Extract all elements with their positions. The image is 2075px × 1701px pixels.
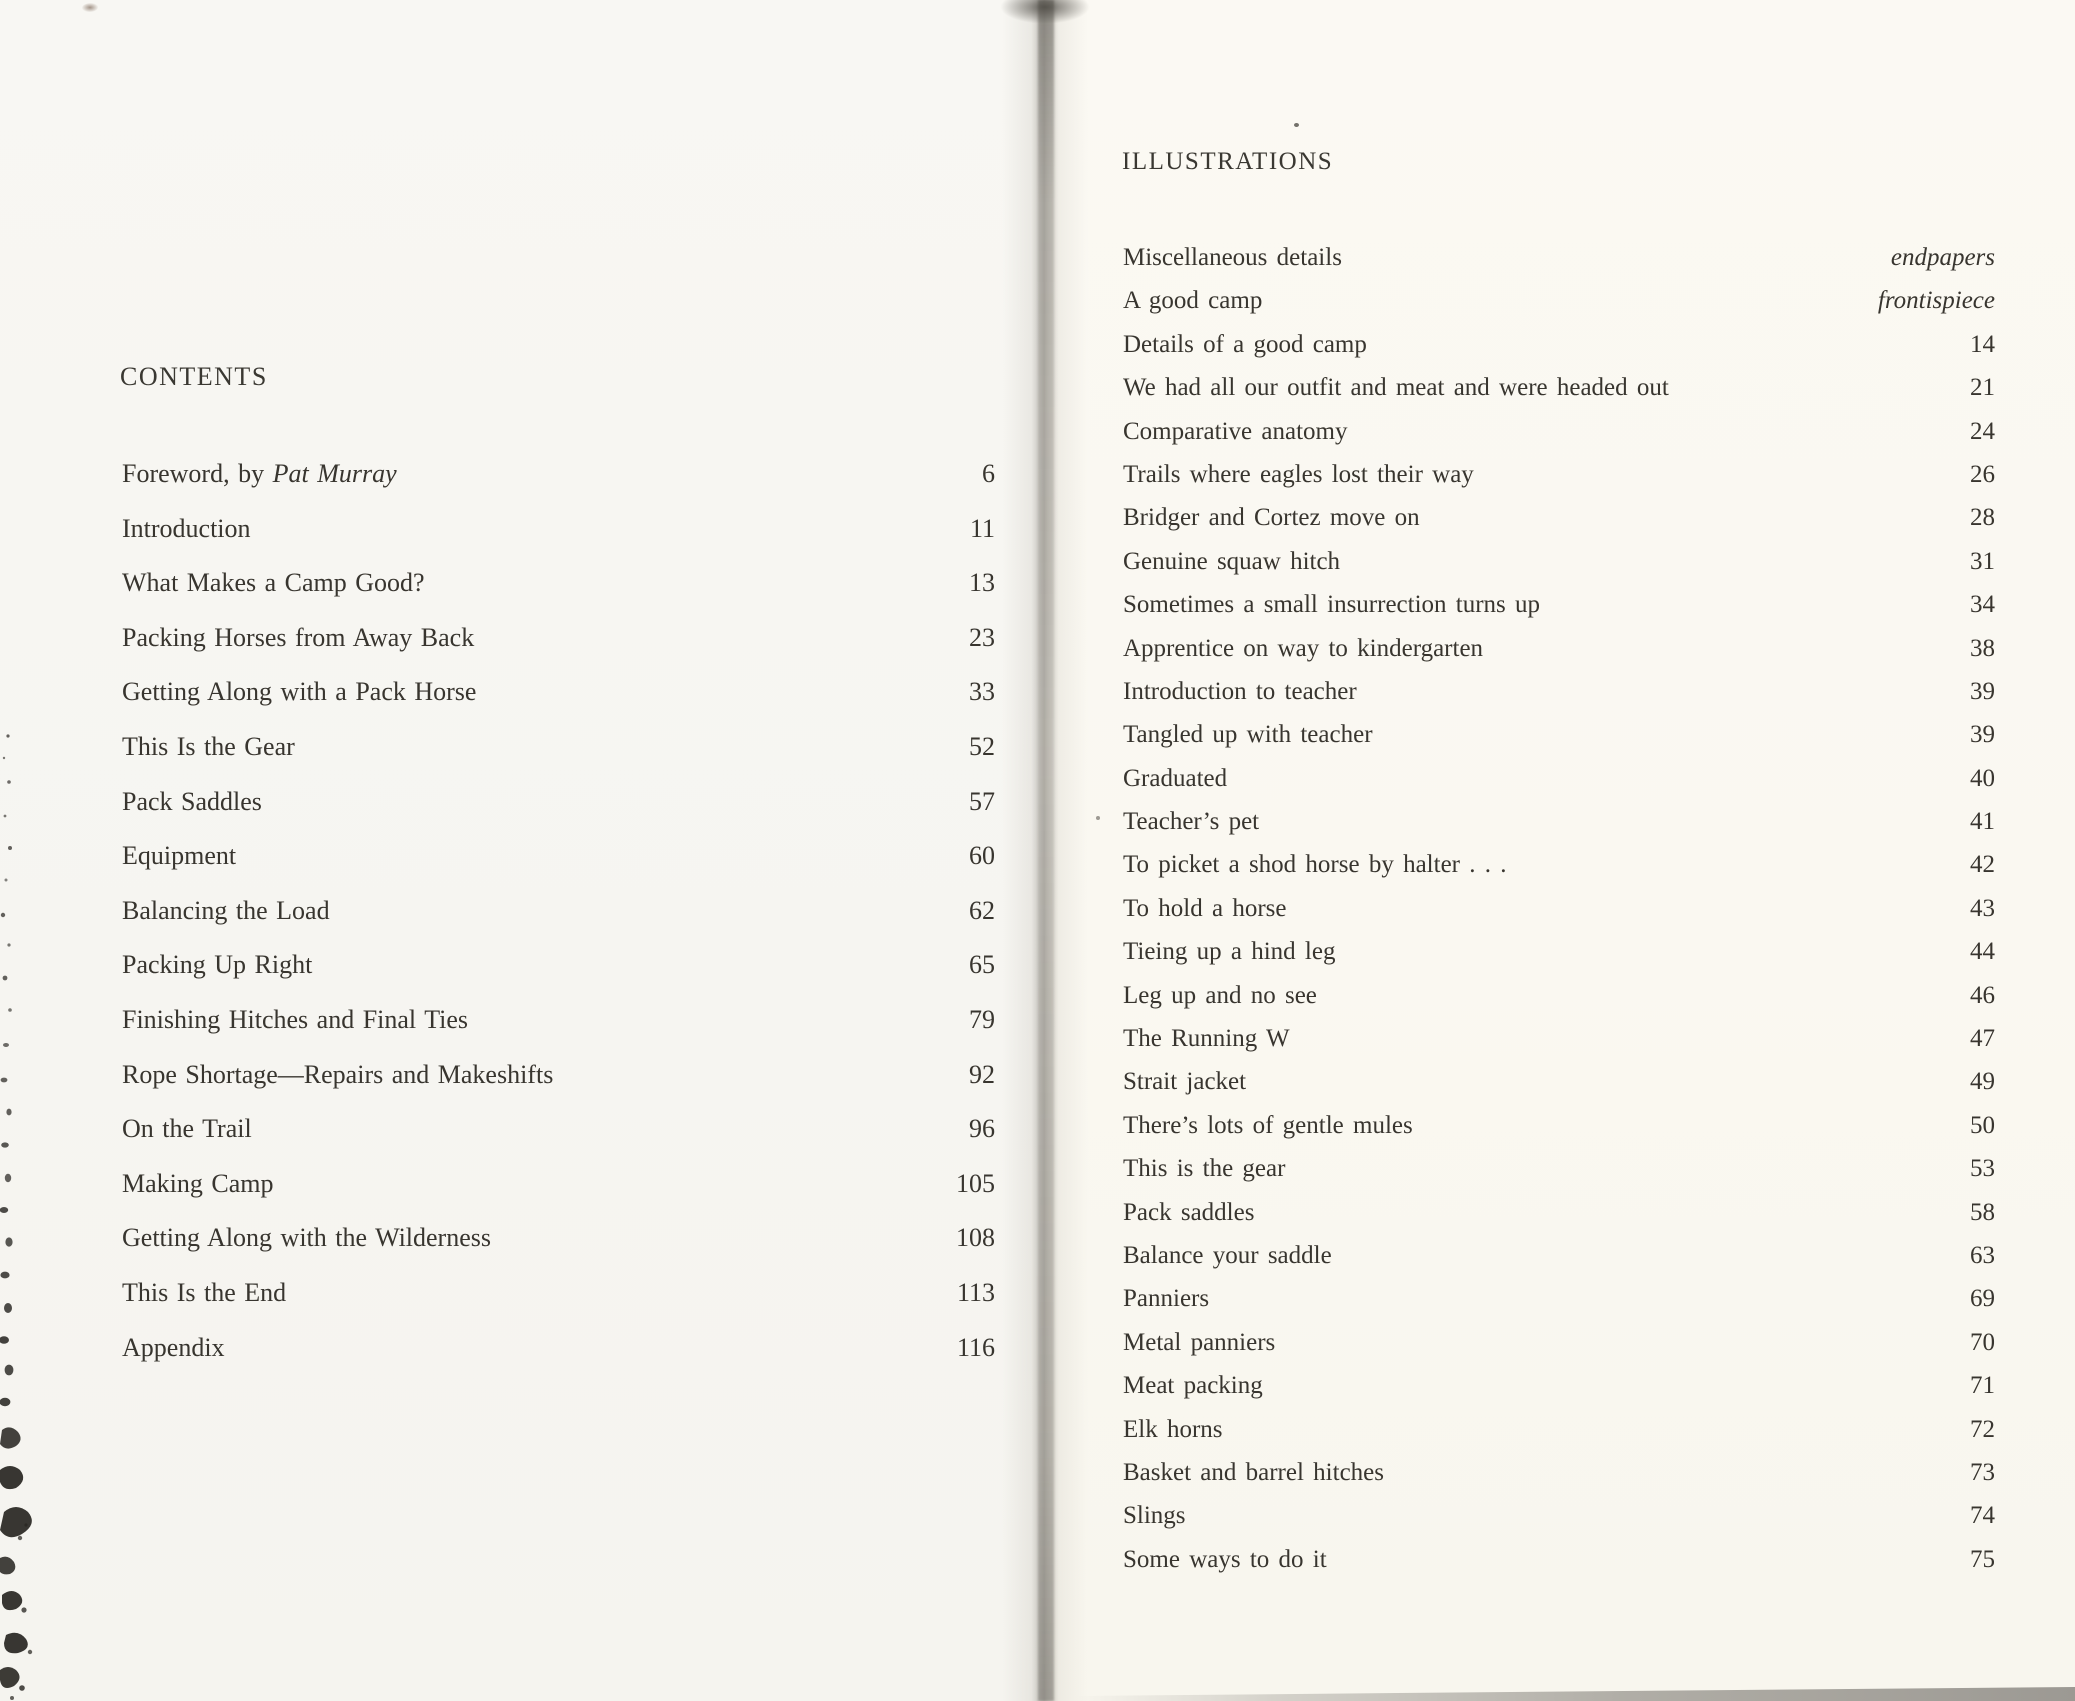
toc-entry-page: 96 <box>969 1114 995 1144</box>
toc-entry-page: 33 <box>969 677 995 707</box>
illustration-entry <box>1123 1191 1995 1234</box>
illustration-entry-title: Basket and barrel hitches <box>1123 1458 1384 1486</box>
illustration-entry <box>1123 583 1995 626</box>
scan-dot <box>1096 816 1100 820</box>
illustration-entry <box>1123 540 1995 583</box>
toc-entry <box>122 1102 995 1157</box>
illustration-entry <box>1123 1060 1995 1103</box>
illustration-entry <box>1123 800 1995 843</box>
illustration-entry <box>1123 1017 1995 1060</box>
toc-entry <box>122 720 995 775</box>
illustration-entry-title: Tangled up with teacher <box>1123 721 1373 749</box>
illustration-entry-page: 69 <box>1970 1285 1995 1313</box>
illustration-entry <box>1123 323 1995 366</box>
illustration-entry-page: frontispiece <box>1877 287 1995 315</box>
illustration-entry-page: 46 <box>1970 981 1995 1009</box>
illustration-entry-title: Leg up and no see <box>1123 981 1317 1009</box>
illustration-entry-title: Pack saddles <box>1123 1198 1255 1226</box>
illustration-entry-title: Tieing up a hind leg <box>1123 938 1336 966</box>
illustration-entry-title: Meat packing <box>1123 1372 1263 1400</box>
toc-entry-title: Finishing Hitches and Final Ties <box>122 1004 469 1034</box>
toc-entry-title: Making Camp <box>122 1168 274 1198</box>
toc-entry-title: Packing Horses from Away Back <box>122 622 475 652</box>
toc-entry-title: What Makes a Camp Good? <box>122 568 425 598</box>
toc-entry-title: Getting Along with the Wilderness <box>122 1223 491 1253</box>
toc-entry <box>122 938 995 993</box>
illustration-entry-title: To hold a horse <box>1123 894 1287 922</box>
toc-entry-title: Appendix <box>122 1332 225 1362</box>
contents-heading: CONTENTS <box>120 362 268 391</box>
page-gutter-core-shadow <box>1038 0 1054 1701</box>
toc-entry <box>122 829 995 884</box>
toc-entry <box>122 1048 995 1103</box>
illustration-entry-title: A good camp <box>1123 287 1263 315</box>
page-gutter-top-shadow <box>1000 0 1090 24</box>
illustration-entry-title: We had all our outfit and meat and were headed out <box>1123 374 1669 402</box>
illustration-entry <box>1123 887 1995 930</box>
illustration-entry <box>1123 1234 1995 1277</box>
illustration-entry-title: Trails where eagles lost their way <box>1123 460 1474 488</box>
toc-entry-title: Equipment <box>122 841 237 871</box>
toc-entry-page: 108 <box>956 1223 995 1253</box>
illustration-entry-page: 53 <box>1970 1155 1995 1183</box>
illustration-entry-page: 72 <box>1970 1415 1995 1443</box>
illustration-entry-page: 41 <box>1970 808 1995 836</box>
toc-entry-page: 105 <box>956 1168 995 1198</box>
illustration-entry-page: 50 <box>1970 1111 1995 1139</box>
illustration-entry <box>1123 1104 1995 1147</box>
toc-entry-page: 11 <box>969 513 995 543</box>
illustration-entry-page: 26 <box>1970 460 1995 488</box>
illustration-entry-title: Metal panniers <box>1123 1328 1276 1356</box>
toc-entry-page: 113 <box>956 1277 995 1307</box>
toc-entry <box>122 502 995 557</box>
illustration-entry <box>1123 236 1995 279</box>
toc-entry <box>122 993 995 1048</box>
illustrations-list <box>1123 236 1995 1581</box>
illustration-entry <box>1123 1147 1995 1190</box>
illustration-entry-title: Bridger and Cortez move on <box>1123 504 1420 532</box>
illustration-entry-page: 70 <box>1970 1328 1995 1356</box>
illustration-entry-page: 21 <box>1970 374 1995 402</box>
toc-entry-page: 62 <box>969 895 995 925</box>
illustration-entry-page: 47 <box>1970 1025 1995 1053</box>
illustration-entry <box>1123 453 1995 496</box>
illustration-entry-title: Slings <box>1123 1502 1186 1530</box>
illustration-entry-title: Introduction to teacher <box>1123 677 1357 705</box>
edge-ink-marks <box>0 730 46 1701</box>
toc-entry <box>122 1211 995 1266</box>
illustration-entry <box>1123 1277 1995 1320</box>
toc-entry <box>122 611 995 666</box>
illustration-entry-title: This is the gear <box>1123 1155 1286 1183</box>
illustrations-heading: ILLUSTRATIONS <box>1122 148 1334 175</box>
illustration-entry <box>1123 1494 1995 1537</box>
illustration-entry-page: 44 <box>1970 938 1995 966</box>
toc-entry-page: 52 <box>969 731 995 761</box>
illustration-entry <box>1123 496 1995 539</box>
toc-entry-page: 79 <box>969 1004 995 1034</box>
illustration-entry-page: 14 <box>1970 330 1995 358</box>
illustration-entry <box>1123 1408 1995 1451</box>
illustration-entry-page: 24 <box>1970 417 1995 445</box>
illustration-entry-page: 74 <box>1970 1502 1995 1530</box>
illustration-entry-page: 43 <box>1970 894 1995 922</box>
toc-entry <box>122 556 995 611</box>
illustration-entry-title: The Running W <box>1123 1025 1290 1053</box>
illustration-entry <box>1123 713 1995 756</box>
illustration-entry-title: Comparative anatomy <box>1123 417 1348 445</box>
toc-entry <box>122 884 995 939</box>
illustration-entry-page: 63 <box>1970 1241 1995 1269</box>
illustration-entry-page: 38 <box>1970 634 1995 662</box>
toc-entry-page: 23 <box>969 622 995 652</box>
illustration-entry-title: Miscellaneous details <box>1123 244 1342 271</box>
toc-entry <box>122 1266 995 1321</box>
illustration-entry <box>1123 974 1995 1017</box>
illustration-entry-page: 73 <box>1970 1458 1995 1486</box>
toc-entry <box>122 1157 995 1212</box>
illustration-entry-title: Panniers <box>1123 1285 1210 1313</box>
toc-entry-title: Rope Shortage—Repairs and Makeshifts <box>122 1059 554 1089</box>
illustration-entry-title: Genuine squaw hitch <box>1123 547 1341 575</box>
toc-entry-title: This Is the End <box>122 1277 287 1307</box>
toc-entry-page: 116 <box>956 1332 995 1362</box>
illustration-entry-title: Some ways to do it <box>1123 1545 1327 1573</box>
illustration-entry-page: 39 <box>1970 721 1995 749</box>
toc-entry-title: Balancing the Load <box>122 895 330 925</box>
illustration-entry <box>1123 279 1995 322</box>
illustration-entry <box>1123 1451 1995 1494</box>
illustration-entry <box>1123 410 1995 453</box>
illustration-entry-title: Sometimes a small insurrection turns up <box>1123 591 1541 619</box>
scan-dot <box>1294 123 1299 127</box>
toc-entry-page: 92 <box>969 1059 995 1089</box>
illustration-entry <box>1123 1538 1995 1581</box>
toc-entry-page: 13 <box>969 568 995 598</box>
illustration-entry-title: Graduated <box>1123 764 1228 792</box>
toc-entry-title: On the Trail <box>122 1114 252 1144</box>
illustration-entry-title: Balance your saddle <box>1123 1241 1332 1269</box>
illustration-entry <box>1123 757 1995 800</box>
illustration-entry-page: 58 <box>1970 1198 1995 1226</box>
illustration-entry-page: 71 <box>1970 1372 1995 1400</box>
illustration-entry-title: To picket a shod horse by halter . . . <box>1123 851 1507 879</box>
illustration-entry-page: 75 <box>1970 1545 1995 1573</box>
contents-list <box>122 447 995 1375</box>
toc-entry-title: Pack Saddles <box>122 786 262 816</box>
illustration-entry-title: There’s lots of gentle mules <box>1123 1111 1413 1139</box>
illustration-entry-page: 34 <box>1970 591 1995 619</box>
illustration-entry <box>1123 930 1995 973</box>
illustration-entry <box>1123 670 1995 713</box>
toc-entry <box>122 775 995 830</box>
illustration-entry-page: 31 <box>1970 547 1995 575</box>
toc-entry-title: Getting Along with a Pack Horse <box>122 677 477 707</box>
toc-entry-title: Introduction <box>122 513 251 543</box>
illustration-entry <box>1123 1364 1995 1407</box>
illustration-entry-title: Apprentice on way to kindergarten <box>1123 634 1484 662</box>
illustration-entry <box>1123 627 1995 670</box>
toc-entry <box>122 665 995 720</box>
toc-entry <box>122 447 995 502</box>
illustration-entry-page: 39 <box>1970 677 1995 705</box>
illustration-entry-title: Strait jacket <box>1123 1068 1247 1096</box>
illustration-entry-page: 42 <box>1970 851 1995 879</box>
illustration-entry <box>1123 366 1995 409</box>
illustration-entry-title: Teacher’s pet <box>1123 808 1260 836</box>
toc-entry-page: 57 <box>969 786 995 816</box>
illustration-entry-title: Elk horns <box>1123 1415 1223 1443</box>
illustration-entry-page: 49 <box>1970 1068 1995 1096</box>
toc-entry-page: 60 <box>969 841 995 871</box>
illustration-entry <box>1123 843 1995 886</box>
toc-entry-title: This Is the Gear <box>122 731 295 761</box>
illustration-entry-page: endpapers <box>1890 244 1995 271</box>
toc-entry <box>122 1321 995 1376</box>
illustration-entry <box>1123 1321 1995 1364</box>
toc-entry-page: 65 <box>969 950 995 980</box>
toc-entry-title: Foreword, by Pat Murray <box>122 459 397 488</box>
illustration-entry-page: 40 <box>1970 764 1995 792</box>
toc-entry-page: 6 <box>982 459 995 488</box>
illustration-entry-page: 28 <box>1970 504 1995 532</box>
illustration-entry-title: Details of a good camp <box>1123 330 1367 358</box>
toc-entry-title: Packing Up Right <box>122 950 313 980</box>
